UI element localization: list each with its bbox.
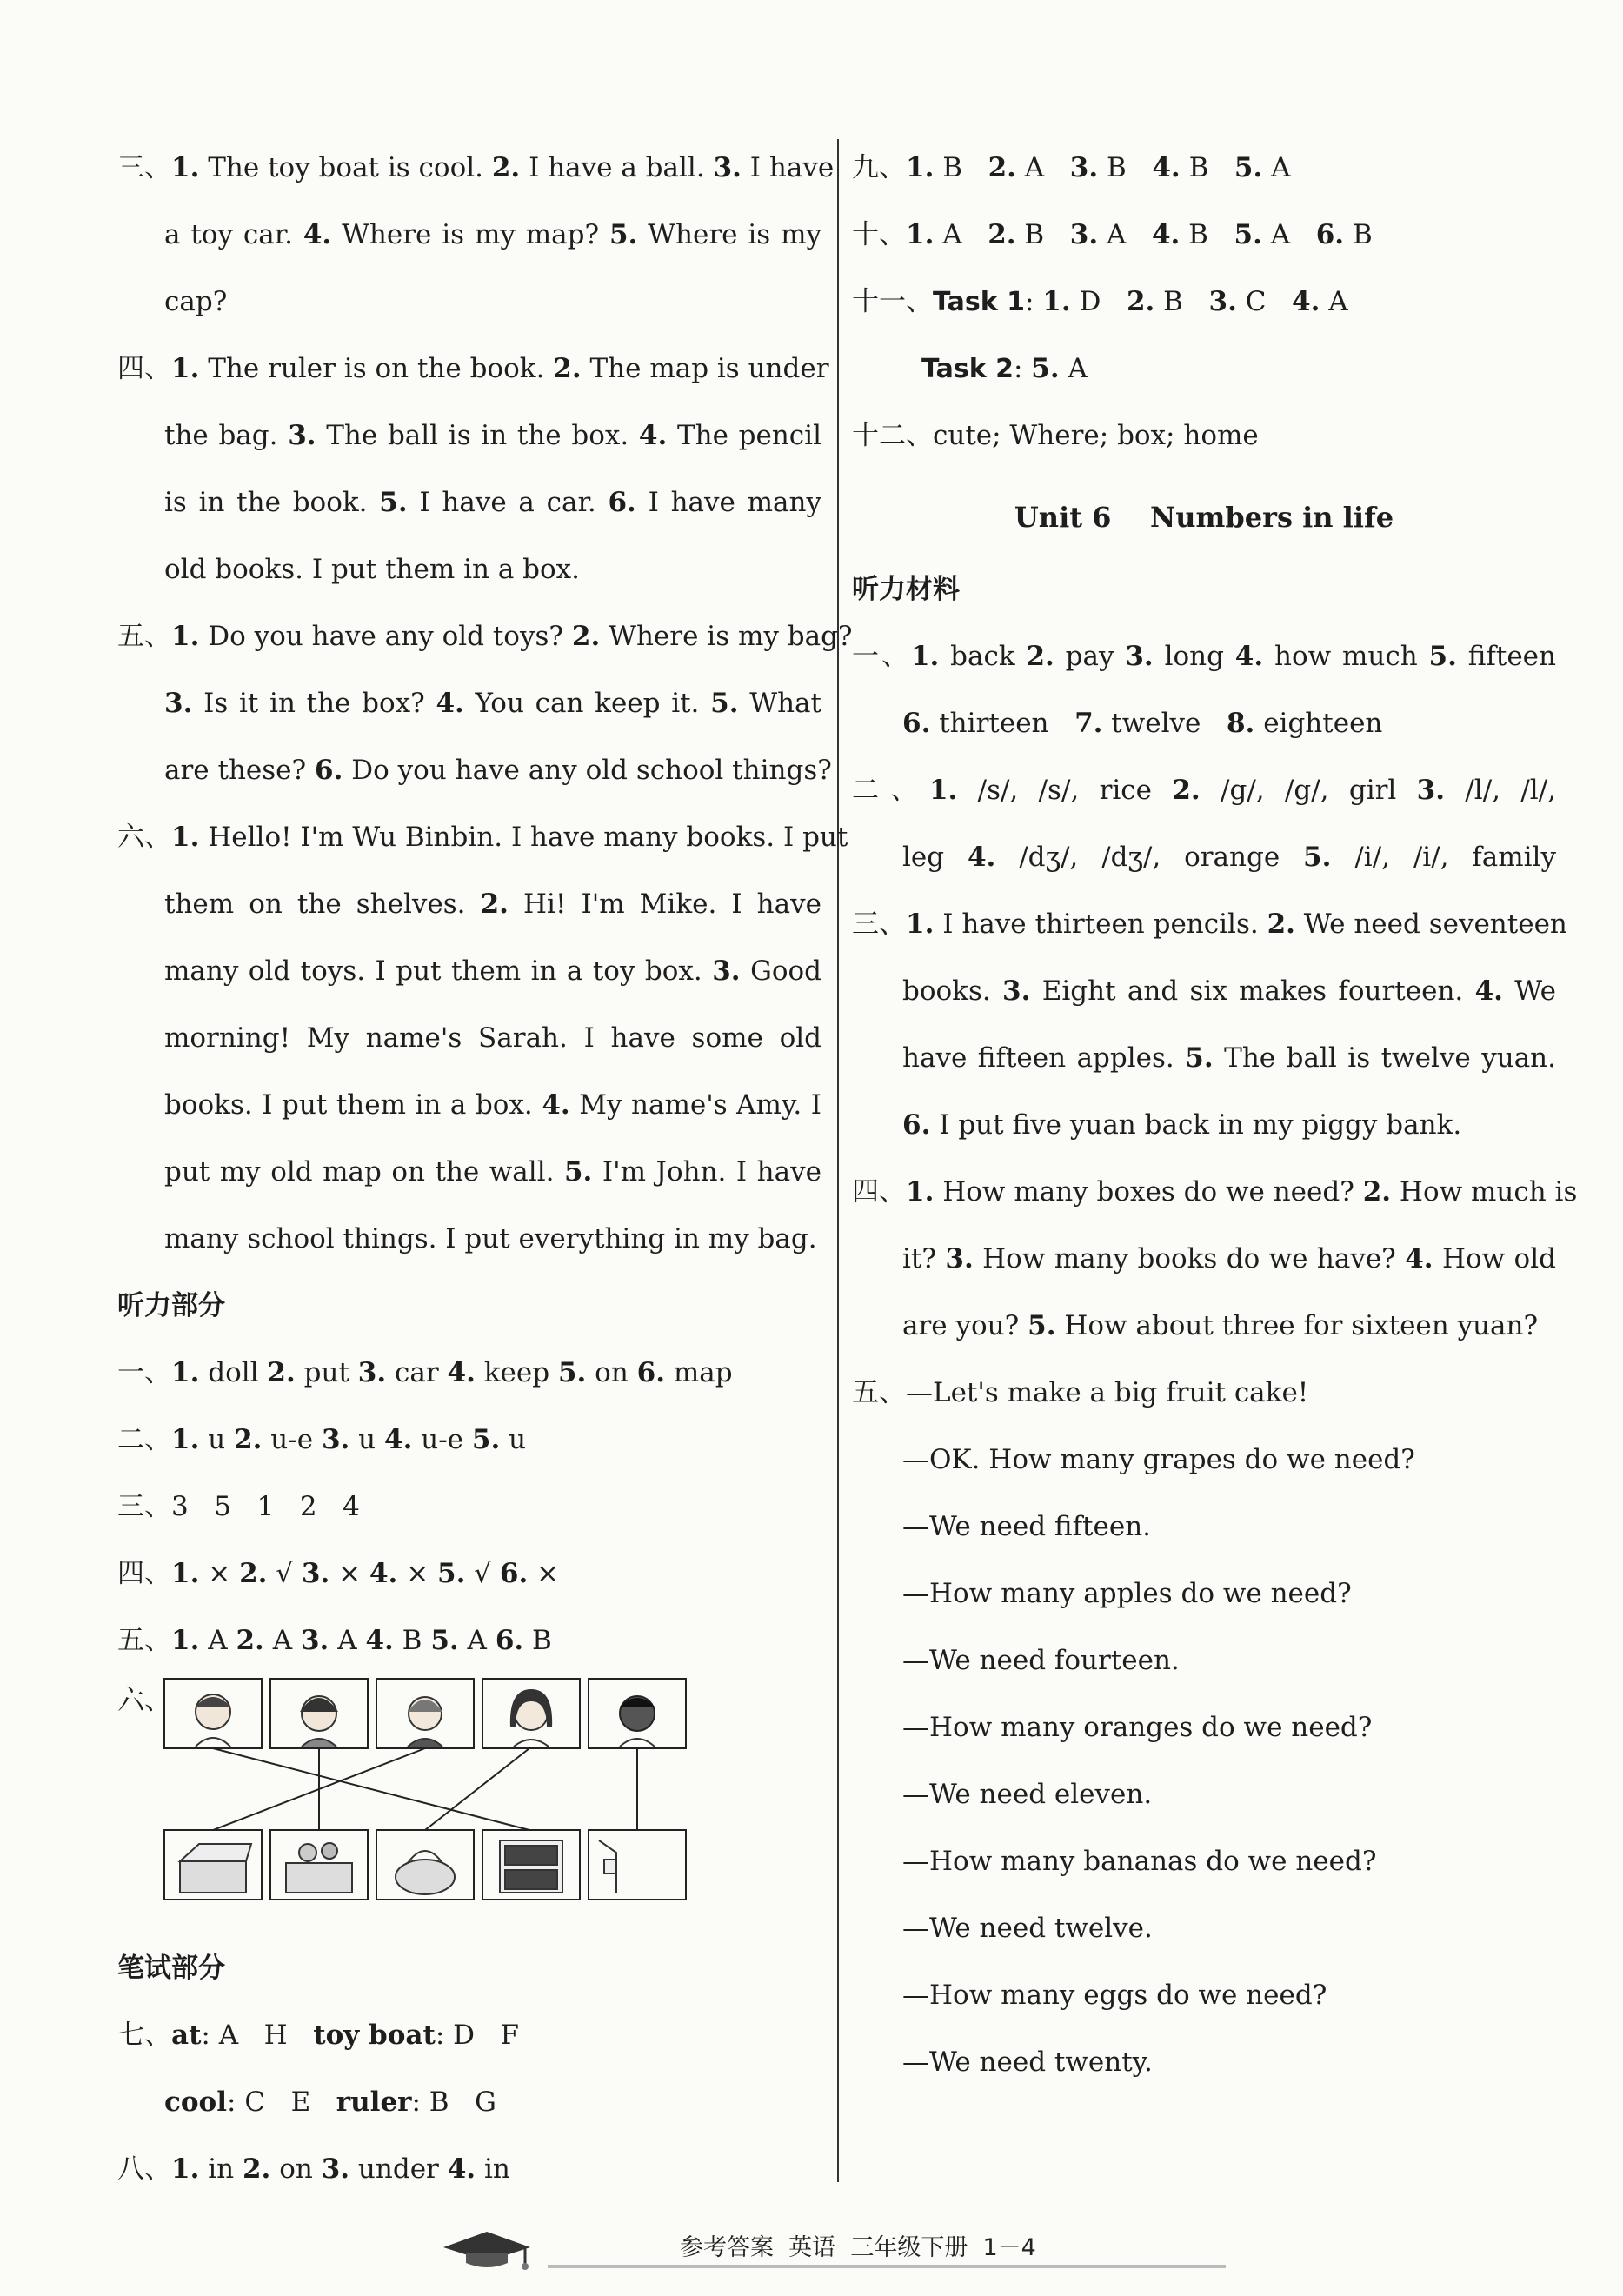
answer-line: 十一、Task 1: 1. D 2. B 3. C 4. A (852, 286, 1348, 317)
answer-line: them on the shelves. 2. Hi! I'm Mike. I have (164, 888, 821, 920)
answer-line: 六、1. Hello! I'm Wu Binbin. I have many books. I put (117, 822, 848, 853)
answer-line: 6. I put five yuan back in my piggy bank. (902, 1109, 1462, 1141)
answer-line: 三、1. The toy boat is cool. 2. I have a ball. 3. I have (117, 152, 835, 183)
dialogue-line: —How many oranges do we need? (902, 1712, 1373, 1743)
matching-diagram (164, 1679, 686, 1931)
answer-line: it? 3. How many books do we have? 4. How old (902, 1243, 1556, 1274)
answer-line: is in the book. 5. I have a car. 6. I have many (164, 487, 821, 518)
answer-line: put my old map on the wall. 5. I'm John. I have (164, 1156, 821, 1188)
answer-line: leg 4. /dʒ/, /dʒ/, orange 5. /i/, /i/, family (902, 842, 1556, 873)
dialogue-line: —How many bananas do we need? (902, 1846, 1377, 1877)
toy-box-icon (180, 1844, 251, 1893)
answer-line: 四、1. × 2. √ 3. × 4. × 5. √ 6. × (117, 1558, 560, 1589)
answer-line: many school things. I put everything in my bag. (164, 1223, 817, 1254)
answer-line: 三、3 5 1 2 4 (117, 1491, 360, 1522)
answer-line: 一、1. doll 2. put 3. car 4. keep 5. on 6. map (117, 1357, 733, 1388)
footer-text: 参考答案 英语 三年级下册 1－4 (680, 2234, 1036, 2261)
answer-line: 四、1. How many boxes do we need? 2. How much is (852, 1176, 1578, 1208)
footer-rule (548, 2265, 1226, 2268)
answer-line: morning! My name's Sarah. I have some old (164, 1022, 821, 1054)
answer-line: are these? 6. Do you have any old school things? (164, 755, 832, 786)
column-divider (837, 139, 839, 2182)
section-title-written: 笔试部分 (117, 1953, 225, 1984)
answer-line: old books. I put them in a box. (164, 554, 581, 585)
bookshelf-icon (500, 1840, 562, 1893)
answer-line: cool: C E ruler: B G (164, 2086, 496, 2118)
dialogue-line: 五、—Let's make a big fruit cake! (852, 1377, 1309, 1408)
right-column (852, 135, 1578, 2096)
answer-line: 八、1. in 2. on 3. under 4. in (117, 2153, 510, 2185)
answer-line: many old toys. I put them in a toy box. 3. Good (164, 955, 821, 987)
answer-line: 二、1. u 2. u-e 3. u 4. u-e 5. u (117, 1424, 527, 1455)
answer-line: 6. thirteen 7. twelve 8. eighteen (902, 708, 1383, 739)
matching-label: 六、 (117, 1685, 171, 1716)
answer-line: have fifteen apples. 5. The ball is twelve yuan. (902, 1042, 1556, 1074)
dialogue-line: —How many eggs do we need? (902, 1980, 1327, 2011)
dialogue-line: —We need eleven. (902, 1779, 1153, 1810)
answer-line: cap? (164, 286, 228, 317)
answer-line: 十二、cute; Where; box; home (852, 420, 1259, 451)
dialogue-line: —We need twenty. (902, 2046, 1153, 2078)
dialogue-line: —OK. How many grapes do we need? (902, 1444, 1415, 1475)
answer-line: 七、at: A H toy boat: D F (117, 2020, 520, 2051)
bag-icon (396, 1851, 455, 1894)
answer-line: 十、1. A 2. B 3. A 4. B 5. A 6. B (852, 219, 1373, 250)
wall-map-icon (599, 1840, 616, 1893)
answer-line: 二、1. /s/, /s/, rice 2. /g/, /g/, girl 3. /l/, /l/, (852, 775, 1556, 806)
answer-line: 3. Is it in the box? 4. You can keep it. 5. What (164, 688, 821, 719)
answer-line: 四、1. The ruler is on the book. 2. The map is under (117, 353, 829, 384)
dialogue-line: —How many apples do we need? (902, 1578, 1352, 1609)
answer-line: 一、1. back 2. pay 3. long 4. how much 5. fifteen (852, 641, 1556, 672)
answer-line: a toy car. 4. Where is my map? 5. Where is my (164, 219, 821, 250)
page-footer (435, 2221, 1234, 2273)
dialogue-line: —We need fourteen. (902, 1645, 1180, 1676)
answer-line: Task 2: 5. A (921, 353, 1088, 384)
child-face-icon (408, 1697, 442, 1747)
section-title-listening-material: 听力材料 (852, 574, 960, 605)
child-face-icon (300, 1696, 338, 1747)
child-face-icon (620, 1696, 655, 1747)
section-title-listening: 听力部分 (117, 1290, 225, 1321)
answer-line: books. 3. Eight and six makes fourteen. 4. We (902, 975, 1556, 1007)
left-column (117, 135, 853, 2203)
graduation-cap-icon (435, 2221, 548, 2273)
answer-line: books. I put them in a box. 4. My name's Amy. I (164, 1089, 821, 1121)
answer-line: 九、1. B 2. A 3. B 4. B 5. A (852, 152, 1291, 183)
dialogue-line: —We need fifteen. (902, 1511, 1152, 1542)
child-face-icon (196, 1694, 230, 1747)
toy-basket-icon (286, 1843, 352, 1893)
matching-figure (117, 1674, 821, 1935)
dialogue-line: —We need twelve. (902, 1913, 1153, 1944)
child-face-icon (510, 1689, 552, 1747)
unit-title: Unit 6 Numbers in life (1014, 501, 1394, 534)
answer-line: 五、1. A 2. A 3. A 4. B 5. A 6. B (117, 1625, 552, 1656)
answer-line: 三、1. I have thirteen pencils. 2. We need seventeen (852, 908, 1567, 940)
answer-line: 五、1. Do you have any old toys? 2. Where is my bag? (117, 621, 853, 652)
answer-line: the bag. 3. The ball is in the box. 4. The pencil (164, 420, 821, 451)
answer-line: are you? 5. How about three for sixteen yuan? (902, 1310, 1539, 1341)
